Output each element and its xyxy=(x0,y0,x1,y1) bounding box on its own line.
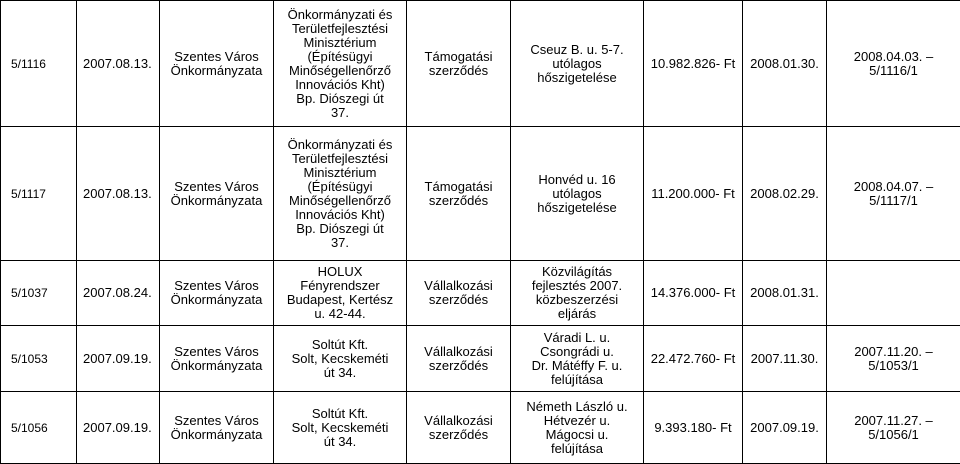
counterparty-cell: HOLUX Fényrendszer Budapest, Kertész u. 42-44. xyxy=(274,261,407,326)
amount-cell: 22.472.760- Ft xyxy=(644,326,743,392)
table-row xyxy=(1,326,960,392)
amount-cell: 14.376.000- Ft xyxy=(644,261,743,326)
subject-cell: Cseuz B. u. 5-7. utólagos hőszigetelése xyxy=(511,1,644,127)
table-row xyxy=(1,1,960,127)
party-cell: Szentes Város Önkormányzata xyxy=(160,392,274,464)
counterparty-cell: Önkormányzati és Területfejlesztési Minisztérium (Építésügyi Minőségellenőrző Innovációs Kht) Bp. Diószegi út 37. xyxy=(274,1,407,127)
reference-cell: 2008.04.07. – 5/1117/1 xyxy=(827,127,960,261)
deadline-cell: 2008.01.31. xyxy=(743,261,827,326)
deadline-cell: 2007.09.19. xyxy=(743,392,827,464)
contract-date-cell: 2007.08.13. xyxy=(77,1,160,127)
reference-cell: 2007.11.20. – 5/1053/1 xyxy=(827,326,960,392)
contract-type-cell: Vállalkozási szerződés xyxy=(407,326,511,392)
contract-date-cell: 2007.08.24. xyxy=(77,261,160,326)
contract-date-cell: 2007.09.19. xyxy=(77,392,160,464)
deadline-cell: 2008.02.29. xyxy=(743,127,827,261)
contract-id-cell: 5/1053 xyxy=(1,326,77,392)
contract-type-cell: Támogatási szerződés xyxy=(407,127,511,261)
subject-cell: Honvéd u. 16 utólagos hőszigetelése xyxy=(511,127,644,261)
reference-cell: 2008.04.03. – 5/1116/1 xyxy=(827,1,960,127)
table-row xyxy=(1,392,960,464)
contract-date-cell: 2007.09.19. xyxy=(77,326,160,392)
counterparty-cell: Soltút Kft. Solt, Kecskeméti út 34. xyxy=(274,392,407,464)
subject-cell: Váradi L. u. Csongrádi u. Dr. Mátéffy F. u. felújítása xyxy=(511,326,644,392)
amount-cell: 10.982.826- Ft xyxy=(644,1,743,127)
party-cell: Szentes Város Önkormányzata xyxy=(160,127,274,261)
table-row xyxy=(1,261,960,326)
party-cell: Szentes Város Önkormányzata xyxy=(160,1,274,127)
amount-cell: 11.200.000- Ft xyxy=(644,127,743,261)
contract-type-cell: Vállalkozási szerződés xyxy=(407,261,511,326)
subject-cell: Közvilágítás fejlesztés 2007. közbeszerzési eljárás xyxy=(511,261,644,326)
contract-date-cell: 2007.08.13. xyxy=(77,127,160,261)
reference-cell: 2007.11.27. – 5/1056/1 xyxy=(827,392,960,464)
contract-type-cell: Támogatási szerződés xyxy=(407,1,511,127)
counterparty-cell: Önkormányzati és Területfejlesztési Minisztérium (Építésügyi Minőségellenőrző Innovációs Kht) Bp. Diószegi út 37. xyxy=(274,127,407,261)
party-cell: Szentes Város Önkormányzata xyxy=(160,326,274,392)
counterparty-cell: Soltút Kft. Solt, Kecskeméti út 34. xyxy=(274,326,407,392)
contract-id-cell: 5/1037 xyxy=(1,261,77,326)
amount-cell: 9.393.180- Ft xyxy=(644,392,743,464)
contract-id-cell: 5/1117 xyxy=(1,127,77,261)
table-row xyxy=(1,127,960,261)
contract-type-cell: Vállalkozási szerződés xyxy=(407,392,511,464)
reference-cell xyxy=(827,261,960,326)
party-cell: Szentes Város Önkormányzata xyxy=(160,261,274,326)
deadline-cell: 2007.11.30. xyxy=(743,326,827,392)
contract-id-cell: 5/1116 xyxy=(1,1,77,127)
deadline-cell: 2008.01.30. xyxy=(743,1,827,127)
subject-cell: Németh László u. Hétvezér u. Mágocsi u. felújítása xyxy=(511,392,644,464)
contract-id-cell: 5/1056 xyxy=(1,392,77,464)
